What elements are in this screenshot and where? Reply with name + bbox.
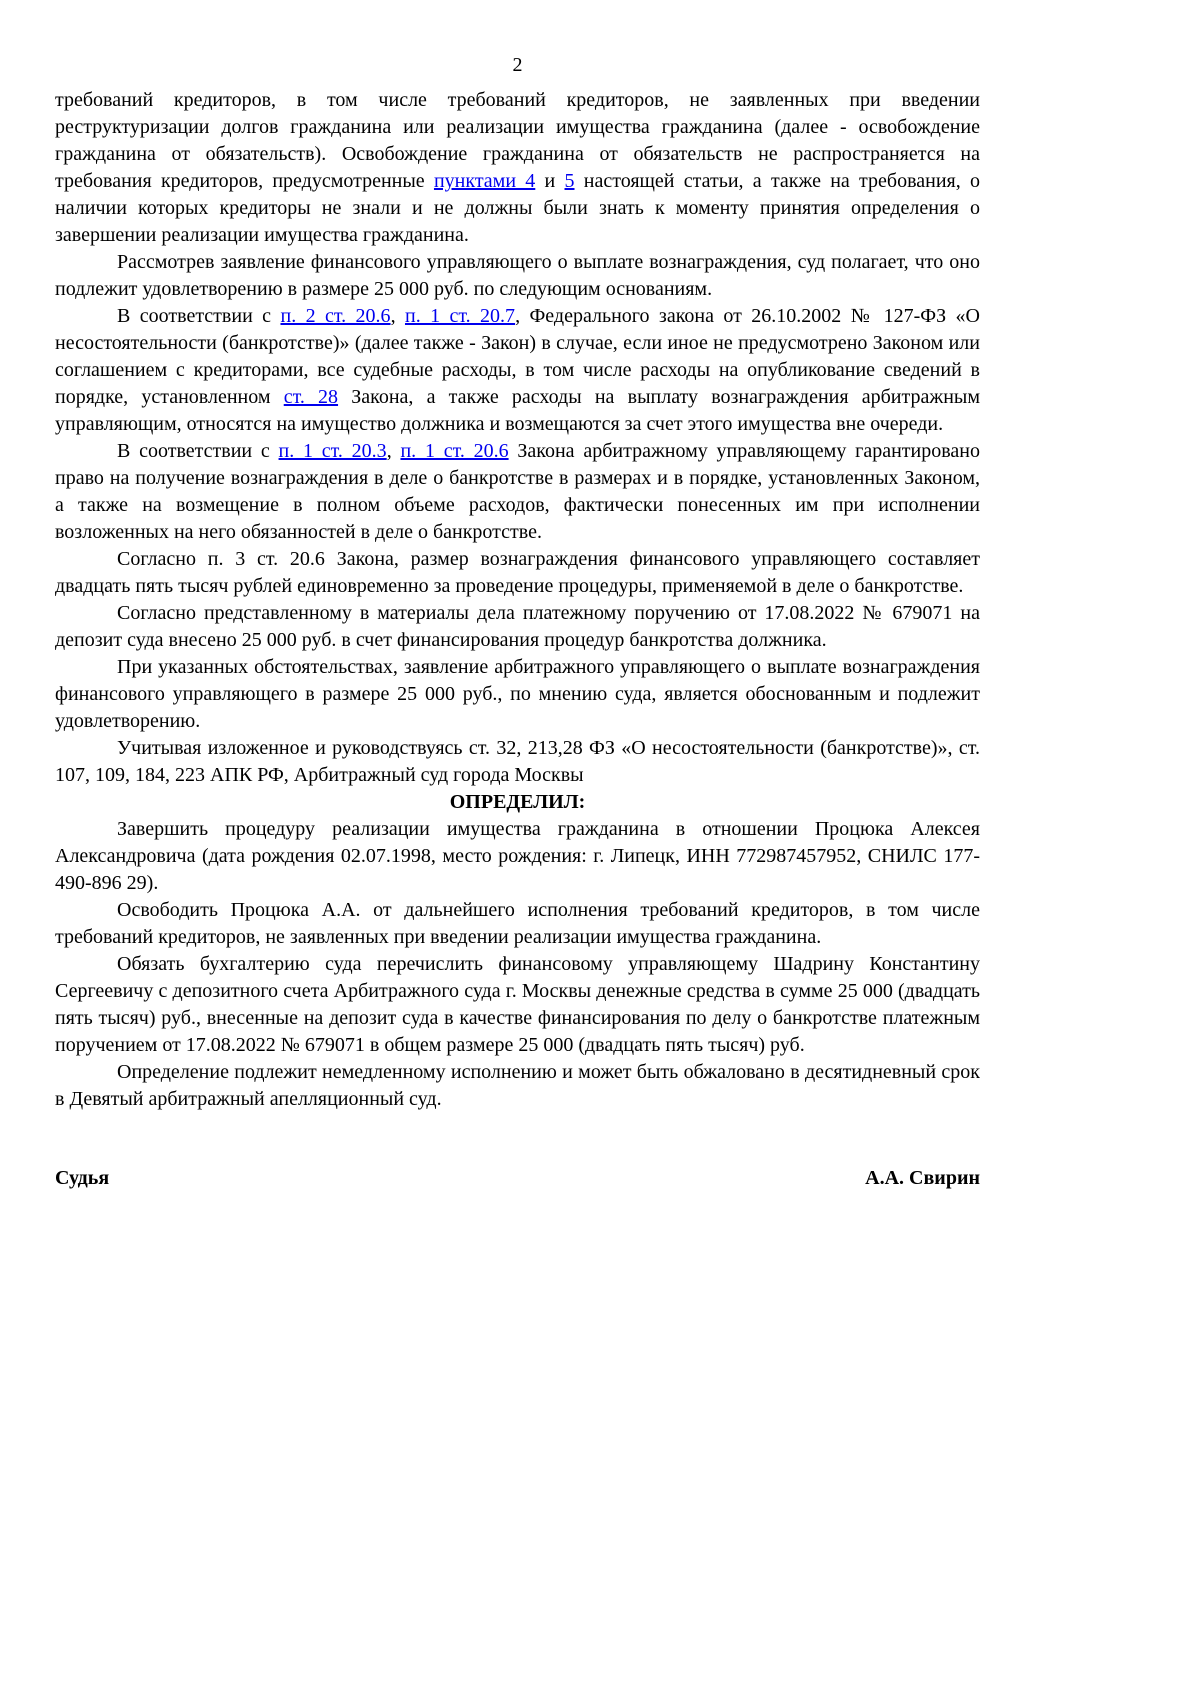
legal-reference-link[interactable]: п. 1 ст. 20.6 xyxy=(400,440,509,462)
text-segment: Закона арбитражному управляющему гарантировано право на получение вознаграждения в деле о банкротстве в размерах и в порядке, установленных Законом, а также на возмещение в полном объеме расходов, фактически понесенных им при исполнении возложенных на него обязанностей в деле о банкротстве. xyxy=(55,440,980,543)
document-body xyxy=(55,87,980,1113)
paragraph xyxy=(55,816,980,897)
text-segment: Определение подлежит немедленному исполнению и может быть обжаловано в десятидневный срок в Девятый арбитражный апелляционный суд. xyxy=(55,1061,980,1110)
paragraph xyxy=(55,249,980,303)
paragraph xyxy=(55,87,980,249)
text-segment: Согласно п. 3 ст. 20.6 Закона, размер вознаграждения финансового управляющего составляет двадцать пять тысяч рублей единовременно за проведение процедуры, применяемой в деле о банкротстве. xyxy=(55,548,980,597)
text-segment: В соответствии с xyxy=(117,305,281,327)
text-segment: Рассмотрев заявление финансового управляющего о выплате вознаграждения, суд полагает, что оно подлежит удовлетворению в размере 25 000 руб. по следующим основаниям. xyxy=(55,251,980,300)
paragraph xyxy=(55,654,980,735)
signature-row xyxy=(55,1165,980,1192)
paragraph xyxy=(55,438,980,546)
text-segment: Завершить процедуру реализации имущества гражданина в отношении Процюка Алексея Александровича (дата рождения 02.07.1998, место рождения: г. Липецк, ИНН 772987457952, СНИЛС 177-490-896 29). xyxy=(55,818,980,894)
legal-reference-link[interactable]: 5 xyxy=(564,170,575,192)
text-segment: , Федерального закона от 26.10.2002 № 127-ФЗ «О несостоятельности (банкротстве)» (далее также - Закон) в случае, если иное не предусмотрено Законом или соглашением с кредиторами, все судебные расходы, в том числе расходы на опубликование сведений в порядке, установленном xyxy=(55,305,980,408)
paragraph xyxy=(55,735,980,789)
legal-reference-link[interactable]: п. 1 ст. 20.3 xyxy=(278,440,387,462)
paragraph xyxy=(55,303,980,438)
paragraph xyxy=(55,600,980,654)
text-segment: Учитывая изложенное и руководствуясь ст. 32, 213,28 ФЗ «О несостоятельности (банкротстве)», ст. 107, 109, 184, 223 АПК РФ, Арбитражный суд города Москвы xyxy=(55,737,980,786)
text-segment: Освободить Процюка А.А. от дальнейшего исполнения требований кредиторов, в том числе требований кредиторов, не заявленных при введении реализации имущества гражданина. xyxy=(55,899,980,948)
legal-reference-link[interactable]: п. 1 ст. 20.7 xyxy=(404,305,516,327)
page-number: 2 xyxy=(512,54,523,76)
text-segment: Закона, а также расходы на выплату вознаграждения арбитражным управляющим, относятся на имущество должника и возмещаются за счет этого имущества вне очереди. xyxy=(55,386,980,435)
text-segment: настоящей статьи, а также на требования, о наличии которых кредиторы не знали и не должны были знать к моменту принятия определения о завершении реализации имущества гражданина. xyxy=(55,170,980,246)
signature-judge-name: А.А. Свирин xyxy=(865,1167,980,1189)
paragraph xyxy=(55,897,980,951)
legal-reference-link[interactable]: ст. 28 xyxy=(283,386,339,408)
paragraph xyxy=(55,546,980,600)
text-segment: В соответствии с xyxy=(117,440,279,462)
text-segment: , xyxy=(390,305,405,327)
ruling-heading: ОПРЕДЕЛИЛ: xyxy=(449,791,586,813)
text-segment: требований кредиторов, в том числе требований кредиторов, не заявленных при введении реструктуризации долгов гражданина или реализации имущества гражданина (далее - освобождение гражданина от обязательств). Освобождение гражданина от обязательств не распространяется на требования кредиторов, предусмотренные xyxy=(55,89,980,192)
text-segment: При указанных обстоятельствах, заявление арбитражного управляющего о выплате вознаграждения финансового управляющего в размере 25 000 руб., по мнению суда, является обоснованным и подлежит удовлетворению. xyxy=(55,656,980,732)
legal-reference-link[interactable]: п. 2 ст. 20.6 xyxy=(280,305,391,327)
legal-reference-link[interactable]: пунктами 4 xyxy=(433,170,536,192)
text-segment: , xyxy=(386,440,401,462)
signature-judge-label: Судья xyxy=(55,1167,110,1189)
text-segment: и xyxy=(535,170,565,192)
text-segment: Обязать бухгалтерию суда перечислить финансовому управляющему Шадрину Константину Сергеевичу с депозитного счета Арбитражного суда г. Москвы денежные средства в сумме 25 000 (двадцать пять тысяч) руб., внесенные на депозит суда в качестве финансирования по делу о банкротстве платежным поручением от 17.08.2022 № 679071 в общем размере 25 000 (двадцать пять тысяч) руб. xyxy=(55,953,980,1056)
paragraph xyxy=(55,951,980,1059)
paragraph xyxy=(55,1059,980,1113)
text-segment: Согласно представленному в материалы дела платежному поручению от 17.08.2022 № 679071 на депозит суда внесено 25 000 руб. в счет финансирования процедур банкротства должника. xyxy=(55,602,980,651)
